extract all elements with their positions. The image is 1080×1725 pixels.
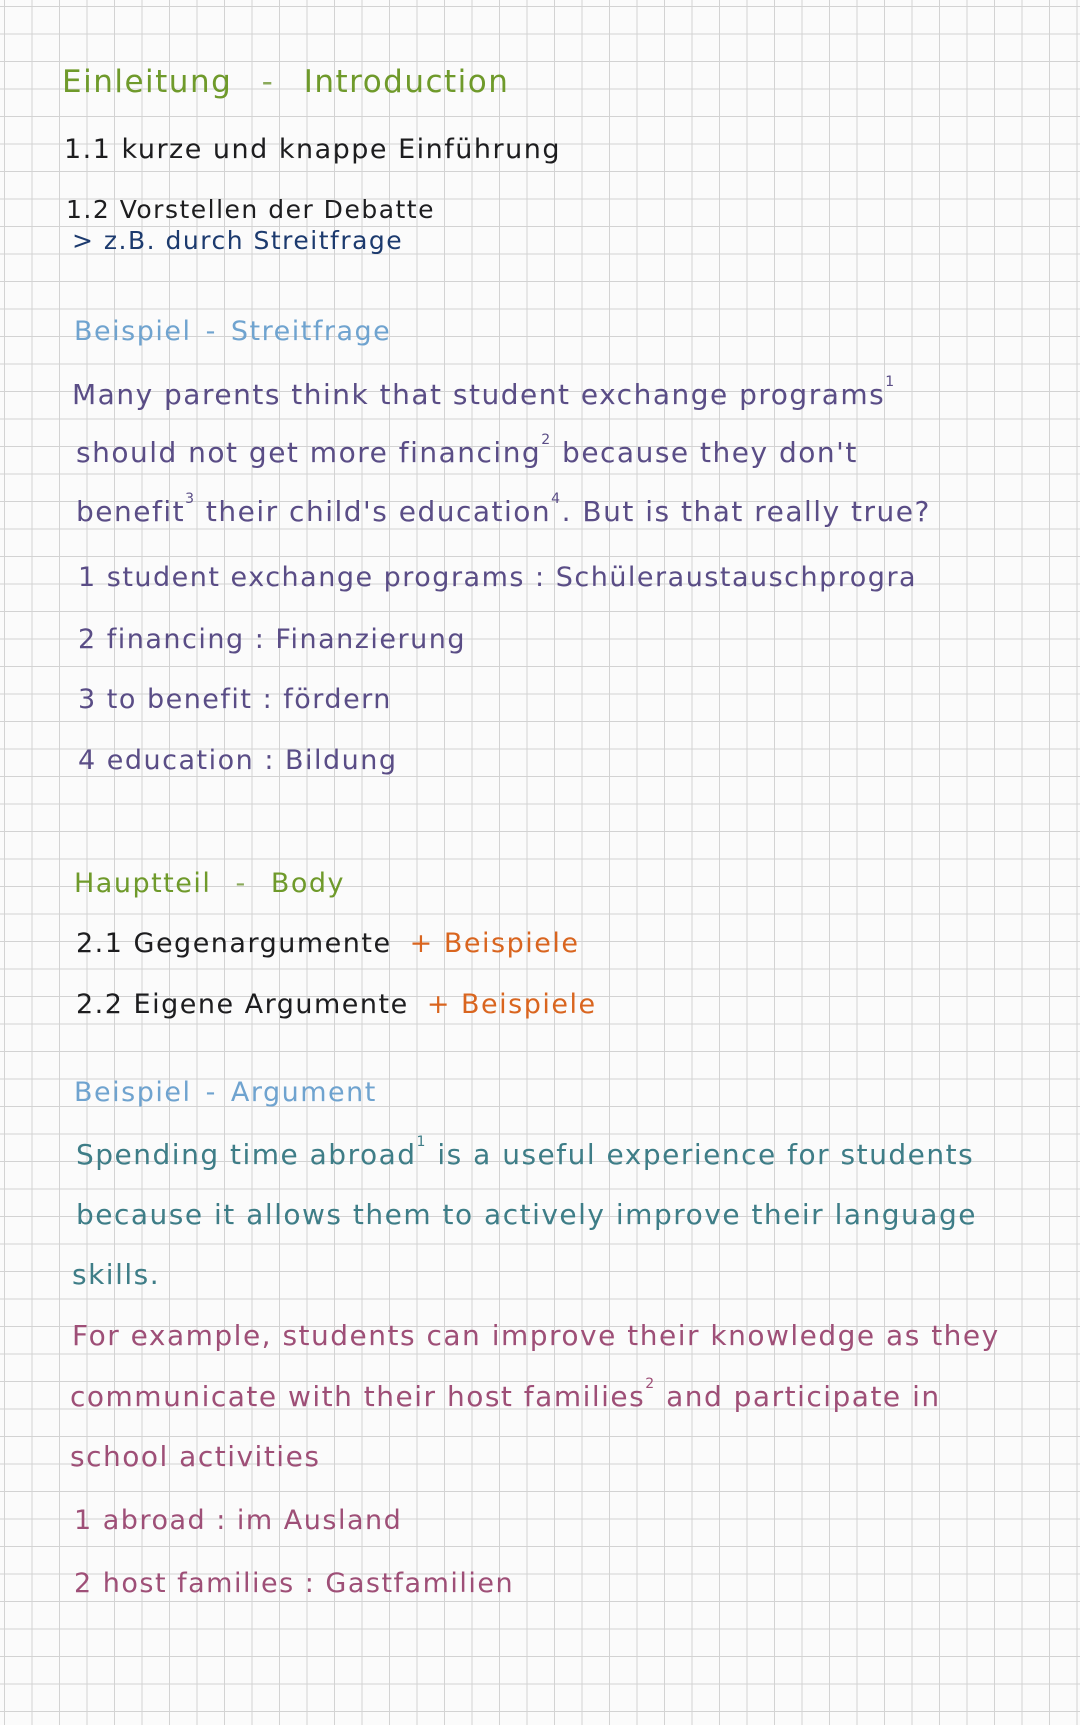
example2-line-5a: communicate with their host families [70,1380,646,1413]
example2-label-b: Argument [230,1077,377,1108]
main-item-1-text: 2.1 Gegenargumente [76,928,392,959]
main-item-2-text: 2.2 Eigene Argumente [76,989,409,1020]
example1-label-a: Beispiel [74,316,192,347]
example2-line-2: because it allows them to actively improve their language [76,1198,977,1231]
example1-line-2 [76,432,858,469]
example2-line-4: For example, students can improve their knowledge as they [72,1319,1000,1352]
example1-line-2a: should not get more financing [76,436,542,469]
vocab-item: 1 abroad : im Ausland [74,1505,403,1536]
main-heading [74,868,345,899]
intro-item-2: 1.2 Vorstellen der Debatte [66,195,435,224]
example2-line-1b: is a useful experience for students [426,1138,975,1171]
intro-item-1: 1.1 kurze und knappe Einführung [64,134,561,165]
example1-line-3 [76,491,931,528]
example2-line-1a: Spending time abroad [76,1138,417,1171]
example2-line-3: skills. [72,1258,161,1291]
main-heading-de: Hauptteil [74,868,212,899]
example1-label-b: Streitfrage [230,316,392,347]
vocab-item: 2 host families : Gastfamilien [74,1568,515,1599]
footnote-marker: 4 [551,491,562,507]
main-heading-separator: - [235,868,247,899]
main-item-1-plus: + Beispiele [409,928,580,959]
vocab-item: 2 financing : Finanzierung [78,624,466,655]
intro-heading-en: Introduction [303,64,510,100]
example1-label [74,316,391,347]
footnote-marker: 1 [885,374,896,390]
example1-line-1-text: Many parents think that student exchange programs [72,378,886,411]
example1-line-1 [72,374,896,411]
footnote-marker: 1 [416,1134,427,1150]
example1-line-3c: . But is that really true? [561,495,931,528]
example1-line-2b: because they don't [551,436,858,469]
example1-line-3a: benefit [76,495,186,528]
example1-line-3b: their child's education [195,495,552,528]
vocab-item: 1 student exchange programs : Schüleraustauschprogra [78,562,918,593]
vocab-item: 4 education : Bildung [78,745,398,776]
example1-label-separator: - [205,316,217,347]
example2-line-1 [76,1134,975,1171]
example2-label [74,1077,377,1108]
footnote-marker: 3 [185,491,196,507]
example2-line-5b: and participate in [655,1380,941,1413]
main-heading-en: Body [270,868,345,899]
example2-line-6: school activities [70,1440,321,1473]
main-item-2-plus: + Beispiele [426,989,597,1020]
example2-label-a: Beispiel [74,1077,192,1108]
intro-heading-de: Einleitung [62,64,233,100]
main-item-1 [76,928,579,959]
vocab-item: 3 to benefit : fördern [78,684,392,715]
footnote-marker: 2 [645,1376,656,1392]
intro-item-2-note: > z.B. durch Streitfrage [72,226,404,255]
footnote-marker: 2 [541,432,552,448]
example2-label-separator: - [205,1077,217,1108]
intro-heading-separator: - [261,64,275,100]
intro-heading [62,64,509,100]
main-item-2 [76,989,597,1020]
example2-line-5 [70,1376,941,1413]
